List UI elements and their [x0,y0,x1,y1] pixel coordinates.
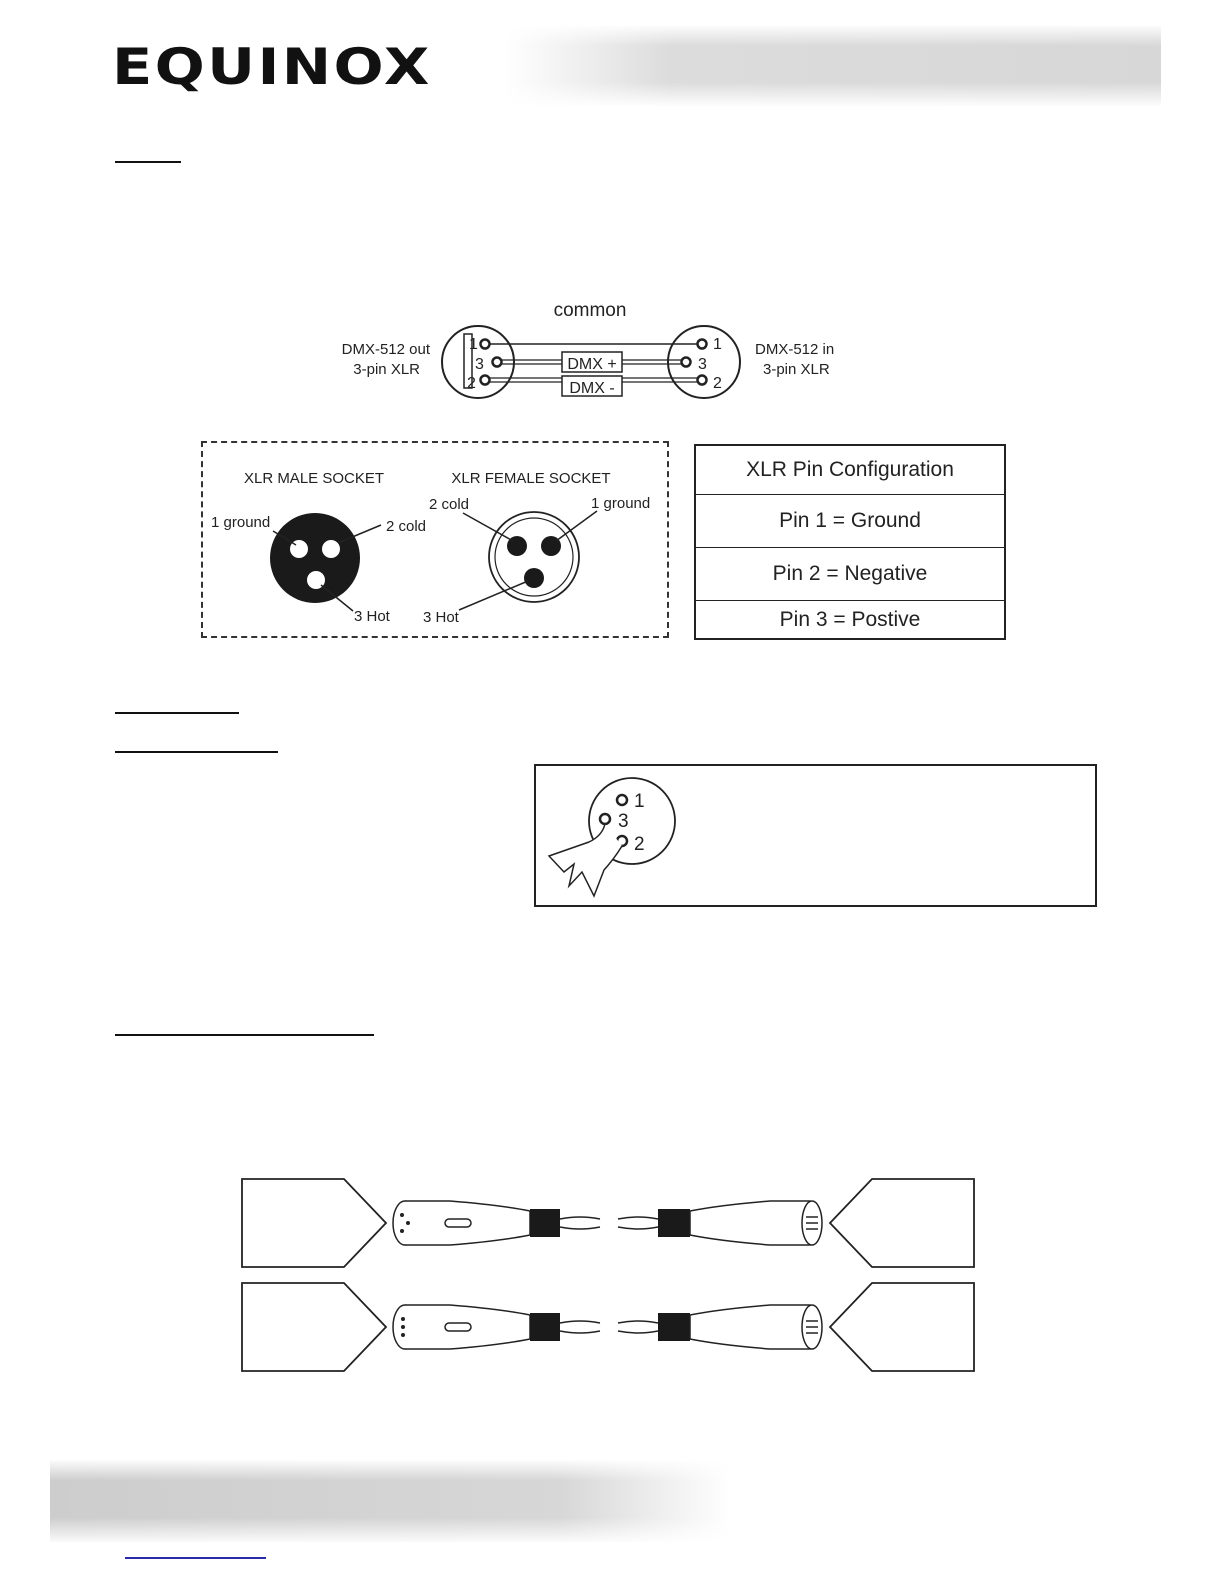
term-pin-1: 1 [634,791,645,812]
xlr-plug-left-2 [393,1305,560,1349]
common-label: common [553,300,627,321]
male-pin-2: 2 cold [386,518,427,535]
cable-tag-left-2 [242,1283,386,1371]
female-pin-3: 3 Hot [423,609,459,626]
equinox-logo: EQUINOX [112,38,432,96]
resistor-icon [549,824,622,896]
section-heading-underline [115,161,181,163]
header-band [505,26,1161,106]
xlr-plug-left-1 [393,1201,560,1245]
female-pin-2: 2 cold [429,496,470,513]
in-pin-1-label: 1 [713,336,722,353]
term-pin-3: 3 [618,811,629,832]
section-heading-underline-2 [115,712,239,714]
xlr-sockets-diagram [201,441,669,638]
pin-config-header: XLR Pin Configuration [696,446,1004,495]
dmx-out-type: 3-pin XLR [353,361,420,378]
xlr-cable-diagram [240,1175,980,1377]
out-pin-1-label: 1 [469,336,478,353]
footer-link-underline[interactable] [125,1557,266,1559]
dmx-plus-label: DMX + [567,356,617,373]
female-socket-icon [489,512,579,602]
female-pin-1: 1 ground [591,495,651,512]
female-socket-title: XLR FEMALE SOCKET [451,470,611,487]
dmx-terminator-diagram [534,764,734,907]
dmx-connection-diagram [320,290,860,410]
cable-tag-left-1 [242,1179,386,1267]
section-heading-underline-3 [115,751,278,753]
male-socket-title: XLR MALE SOCKET [243,470,385,487]
male-socket-icon [270,513,360,603]
xlr-pin-config-table [694,444,1006,640]
dmx-in-type: 3-pin XLR [763,361,830,378]
cable-tag-right-2 [830,1283,974,1371]
xlr-plug-right-1 [658,1201,822,1245]
dmx-out-label: DMX-512 out [341,341,430,358]
cable-tag-right-1 [830,1179,974,1267]
in-pin-3-label: 3 [698,356,707,373]
male-pin-3: 3 Hot [354,608,390,625]
dmx-in-label: DMX-512 in [755,341,835,358]
footer-band [50,1460,730,1542]
out-pin-3-label: 3 [475,356,484,373]
xlr-plug-right-2 [658,1305,822,1349]
male-pin-1: 1 ground [211,514,271,531]
pin-config-row-1: Pin 1 = Ground [696,495,1004,548]
pin-config-row-2: Pin 2 = Negative [696,548,1004,601]
pin-config-row-3: Pin 3 = Postive [779,608,921,631]
dmx-minus-label: DMX - [569,380,615,397]
in-pin-2-label: 2 [713,375,722,392]
out-pin-2-label: 2 [467,375,476,392]
term-pin-2: 2 [634,834,645,855]
section-heading-underline-4 [115,1034,374,1036]
